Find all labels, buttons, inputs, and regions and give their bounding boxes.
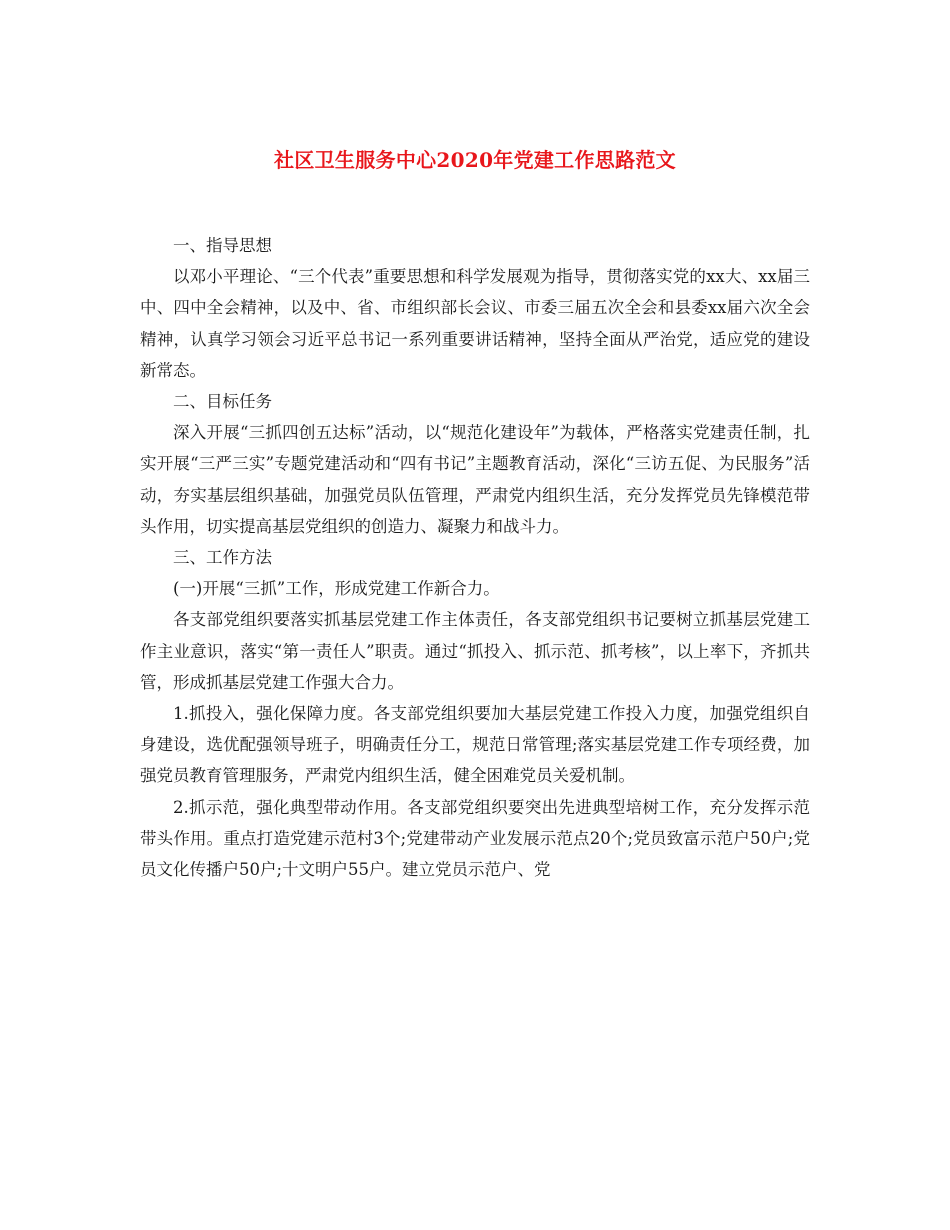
paragraph-guiding-ideology: 以邓小平理论、“三个代表”重要思想和科学发展观为指导，贯彻落实党的xx大、xx届三中、四中全会精神，以及中、省、市组织部长会议、市委三届五次全会和县委xx届六次全会精神，认真学习领会习近平总书记一系列重要讲话精神，坚持全面从严治党，适应党的建设新常态。: [140, 267, 810, 380]
paragraph-responsibility: 各支部党组织要落实抓基层党建工作主体责任，各支部党组织书记要树立抓基层党建工作主业意识，落实“第一责任人”职责。通过“抓投入、抓示范、抓考核”，以上率下，齐抓共管，形成抓基层党建工作强大合力。: [140, 610, 810, 692]
paragraph-goals-tasks: 深入开展“三抓四创五达标”活动，以“规范化建设年”为载体，严格落实党建责任制，扎实开展“三严三实”专题党建活动和“四有书记”主题教育活动，深化“三访五促、为民服务”活动，夯实基层组织基础，加强党员队伍管理，严肃党内组织生活，充分发挥党员先锋模范带头作用，切实提高基层党组织的创造力、凝聚力和战斗力。: [140, 423, 810, 536]
document-body: [140, 230, 810, 885]
heading-work-methods: 三、工作方法: [173, 548, 272, 568]
paragraph-investment: 1.抓投入，强化保障力度。各支部党组织要加大基层党建工作投入力度，加强党组织自身建设，选优配强领导班子，明确责任分工，规范日常管理;落实基层党建工作专项经费，加强党员教育管理服务，严肃党内组织生活，健全困难党员关爱机制。: [140, 704, 810, 786]
heading-guiding-ideology: 一、指导思想: [173, 236, 272, 255]
subheading-three-grasps: (一)开展“三抓”工作，形成党建工作新合力。: [173, 579, 500, 599]
heading-goals-tasks: 二、目标任务: [173, 392, 272, 412]
paragraph-demonstration: 2.抓示范，强化典型带动作用。各支部党组织要突出先进典型培树工作，充分发挥示范带头作用。重点打造党建示范村3个;党建带动产业发展示范点20个;党员致富示范户50户;党员文化传播户50户;十文明户55户。建立党员示范户、党: [140, 797, 810, 880]
document-title: 社区卫生服务中心2020年党建工作思路范文: [274, 148, 676, 172]
